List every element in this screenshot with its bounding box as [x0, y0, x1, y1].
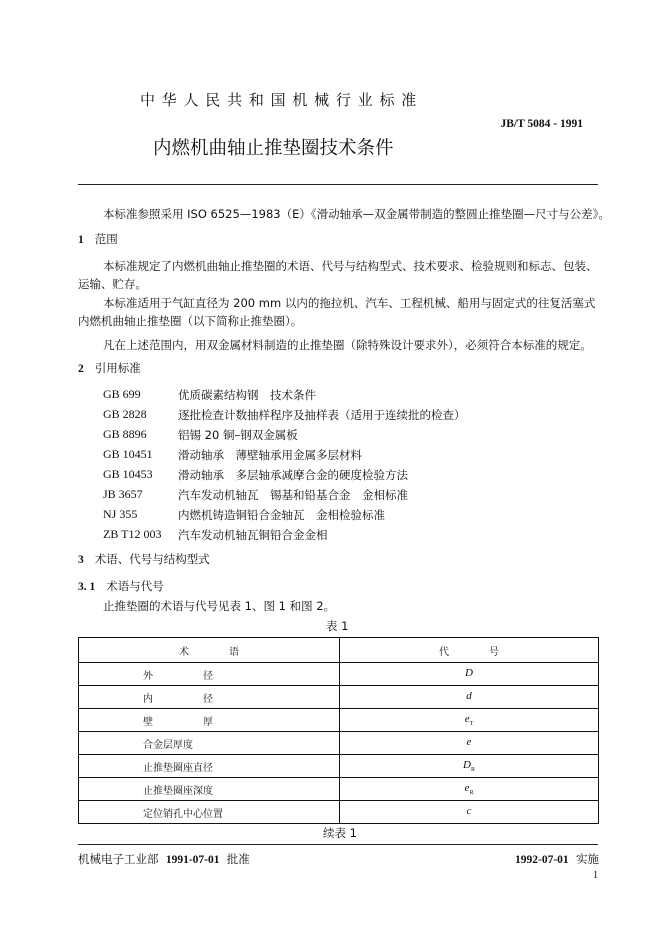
reference-code: GB 699	[103, 387, 141, 401]
term-cell: 内 径	[79, 686, 340, 709]
section-title: 术语、代号与结构型式	[94, 552, 210, 566]
symbol-cell	[340, 686, 599, 709]
paragraph: 本标准规定了内燃机曲轴止推垫圈的术语、代号与结构型式、技术要求、检验规则和标志、包装、	[103, 259, 598, 273]
implementation-label: 实施	[576, 852, 599, 866]
paragraph: 内燃机曲轴止推垫圈（以下简称止推垫圈）。	[78, 314, 303, 328]
symbol-cell	[340, 663, 599, 686]
paragraph: 止推垫圈的术语与代号见表 1、图 1 和图 2。	[103, 599, 336, 613]
symbol: c	[466, 804, 472, 817]
implementation-info	[515, 851, 599, 867]
symbol-subscript: R	[470, 767, 475, 774]
reference-title: 滑动轴承 多层轴承减摩合金的硬度检验方法	[178, 468, 408, 482]
reference-title: 内燃机铸造铜铅合金轴瓦 金相检验标准	[178, 508, 385, 522]
section-title: 术语与代号	[106, 579, 164, 593]
section-3-heading	[78, 551, 210, 567]
symbol: e	[464, 781, 470, 794]
symbol: D	[465, 666, 473, 679]
header-rule	[78, 184, 598, 185]
column-header: 术 语	[79, 638, 340, 663]
table-row	[79, 801, 599, 824]
reference-title: 滑动轴承 薄壁轴承用金属多层材料	[178, 448, 362, 462]
symbol-cell	[340, 755, 599, 778]
reference-code: GB 10453	[103, 467, 153, 481]
symbol-cell	[340, 732, 599, 755]
section-3-1-heading	[78, 578, 164, 594]
section-title: 引用标准	[94, 361, 141, 375]
term-cell: 外 径	[79, 663, 340, 686]
symbol: e	[466, 735, 472, 748]
reference-code: NJ 355	[103, 507, 138, 521]
section-1-heading	[78, 231, 118, 247]
reference-code: JB 3657	[103, 487, 143, 501]
symbol: D	[463, 758, 471, 771]
footer-rule	[78, 844, 598, 845]
terms-table	[78, 637, 599, 824]
symbol-cell	[340, 801, 599, 824]
symbol-cell	[340, 778, 599, 801]
reference-title: 优质碳素结构钢 技术条件	[178, 388, 316, 402]
reference-title: 汽车发动机轴瓦铜铅合金金相	[178, 528, 328, 542]
approval-date: 1991-07-01	[165, 854, 220, 866]
approval-org: 机械电子工业部	[78, 852, 159, 866]
term-cell: 定位销孔中心位置	[79, 801, 340, 824]
paragraph: 本标准适用于气缸直径为 200 mm 以内的拖拉机、汽车、工程机械、船用与固定式的往复活塞式	[103, 296, 596, 310]
symbol-subscript: T	[469, 721, 474, 728]
implementation-date: 1992-07-01	[515, 854, 569, 866]
term-cell: 壁 厚	[79, 709, 340, 732]
page-number: 1	[593, 870, 598, 881]
term-cell: 止推垫圈座深度	[79, 778, 340, 801]
symbol: e	[464, 712, 470, 725]
intro-paragraph: 本标准参照采用 ISO 6525—1983（E）《滑动轴承—双金属带制造的整圆止推垫圈—尺寸与公差》。	[103, 207, 610, 221]
table-caption: 表 1	[326, 619, 349, 633]
document-title: 内燃机曲轴止推垫圈技术条件	[153, 138, 394, 159]
table-row	[79, 755, 599, 778]
approval-label: 批准	[226, 852, 250, 866]
standard-number: JB/T 5084 - 1991	[500, 118, 583, 130]
symbol-subscript: R	[469, 790, 474, 797]
table-row	[79, 663, 599, 686]
table-row	[79, 778, 599, 801]
reference-title: 汽车发动机轴瓦 锡基和铅基合金 金相标准	[178, 488, 408, 502]
reference-code: GB 10451	[103, 447, 153, 461]
reference-title: 逐批检查计数抽样程序及抽样表（适用于连续批的检查）	[178, 408, 466, 422]
paragraph: 运输、贮存。	[78, 277, 147, 291]
section-title: 范围	[94, 232, 118, 246]
issuing-org: 中 华 人 民 共 和 国 机 械 行 业 标 准	[140, 91, 418, 109]
symbol: d	[466, 689, 472, 702]
table-row	[79, 686, 599, 709]
reference-code: GB 8896	[103, 427, 147, 441]
section-number: 3. 1	[78, 581, 96, 593]
approval-info	[78, 851, 250, 867]
symbol-cell	[340, 709, 599, 732]
table-row	[79, 709, 599, 732]
column-header: 代 号	[340, 638, 599, 663]
term-cell: 合金层厚度	[79, 732, 340, 755]
table-continued-label: 续表 1	[323, 826, 357, 840]
reference-code: ZB T12 003	[103, 527, 162, 541]
section-number: 1	[78, 234, 84, 246]
reference-code: GB 2828	[103, 407, 147, 421]
term-cell: 止推垫圈座直径	[79, 755, 340, 778]
section-number: 2	[78, 363, 84, 375]
section-2-heading	[78, 360, 141, 376]
reference-title: 铝锡 20 铜–钢双金属板	[178, 428, 298, 442]
paragraph: 凡在上述范围内，用双金属材料制造的止推垫圈（除特殊设计要求外），必须符合本标准的规定。	[103, 338, 592, 352]
section-number: 3	[78, 554, 84, 566]
table-row	[79, 732, 599, 755]
